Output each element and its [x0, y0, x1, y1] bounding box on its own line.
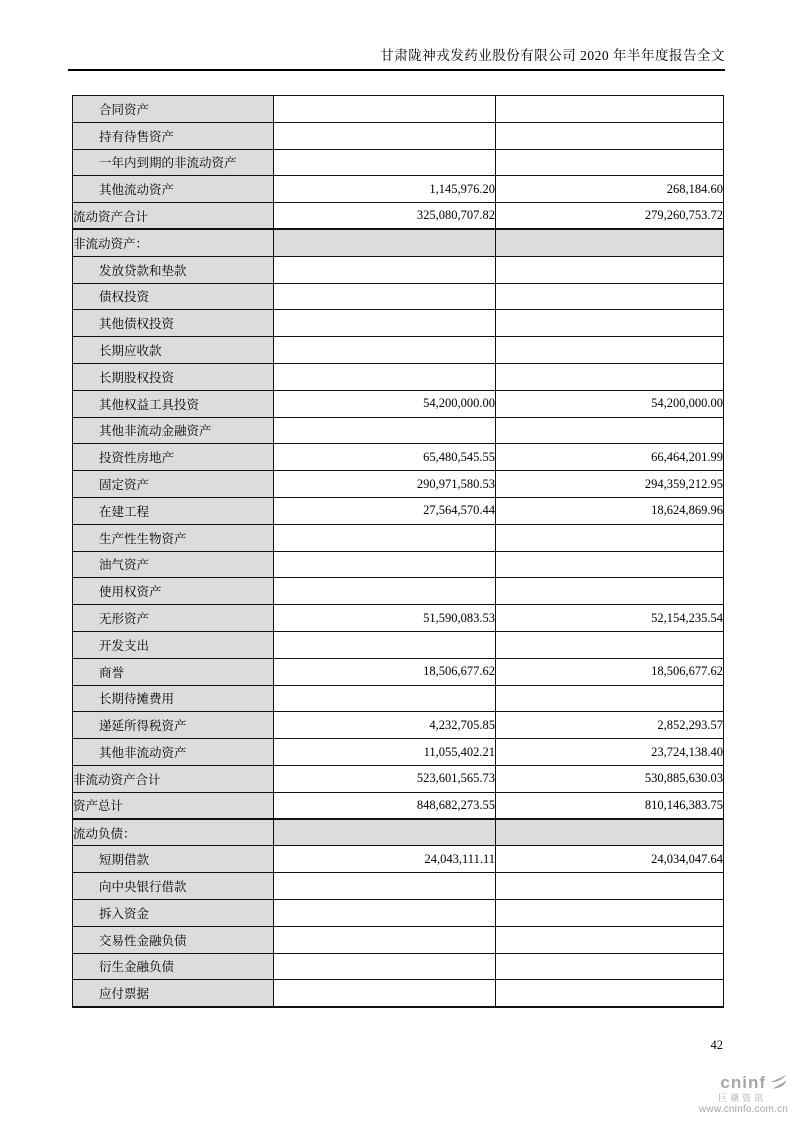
item-label-cell: 长期待摊费用 [73, 685, 274, 712]
cninfo-logo-top [678, 1072, 788, 1092]
value-cell-current-period: 27,564,570.44 [274, 497, 496, 524]
table-row [73, 122, 724, 149]
value-cell-prior-period: 18,624,869.96 [496, 497, 724, 524]
item-label-cell: 非流动资产： [73, 229, 274, 256]
item-label-cell: 交易性金融负债 [73, 926, 274, 953]
cninfo-swoosh-icon [768, 1072, 788, 1092]
value-cell-current-period [274, 256, 496, 283]
table-row [73, 363, 724, 390]
table-row [73, 873, 724, 900]
value-cell-prior-period [496, 363, 724, 390]
value-cell-prior-period [496, 417, 724, 444]
value-cell-prior-period: 54,200,000.00 [496, 390, 724, 417]
value-cell-prior-period [496, 256, 724, 283]
value-cell-prior-period [496, 980, 724, 1007]
page-number: 42 [710, 1038, 723, 1052]
value-cell-current-period: 4,232,705.85 [274, 712, 496, 739]
item-label-cell: 衍生金融负债 [73, 953, 274, 980]
table-row [73, 605, 724, 632]
value-cell-prior-period [496, 685, 724, 712]
value-cell-current-period [274, 953, 496, 980]
value-cell-prior-period: 810,146,383.75 [496, 792, 724, 819]
report-header-title: 甘肃陇神戎发药业股份有限公司 2020 年半年度报告全文 [380, 48, 725, 63]
value-cell-current-period [274, 578, 496, 605]
item-label-cell: 债权投资 [73, 283, 274, 310]
value-cell-prior-period [496, 149, 724, 176]
cninfo-logo [678, 1072, 788, 1115]
table-row [73, 819, 724, 846]
table-row [73, 96, 724, 123]
item-label-cell: 固定资产 [73, 471, 274, 498]
item-label-cell: 非流动资产合计 [73, 765, 274, 792]
value-cell-current-period: 848,682,273.55 [274, 792, 496, 819]
table-row [73, 444, 724, 471]
table-row [73, 739, 724, 766]
value-cell-current-period [274, 337, 496, 364]
item-label-cell: 使用权资产 [73, 578, 274, 605]
item-label-cell: 应付票据 [73, 980, 274, 1007]
value-cell-prior-period: 66,464,201.99 [496, 444, 724, 471]
value-cell-prior-period [496, 96, 724, 123]
table-row [73, 792, 724, 819]
table-row [73, 497, 724, 524]
balance-sheet-table [72, 95, 724, 1008]
value-cell-prior-period: 24,034,047.64 [496, 846, 724, 873]
item-label-cell: 开发支出 [73, 631, 274, 658]
item-label-cell: 投资性房地产 [73, 444, 274, 471]
item-label-cell: 生产性生物资产 [73, 524, 274, 551]
table-row [73, 926, 724, 953]
item-label-cell: 流动负债： [73, 819, 274, 846]
value-cell-prior-period [496, 926, 724, 953]
table-row [73, 256, 724, 283]
value-cell-current-period [274, 417, 496, 444]
value-cell-current-period [274, 283, 496, 310]
item-label-cell: 其他流动资产 [73, 176, 274, 203]
value-cell-prior-period [496, 953, 724, 980]
table-row [73, 310, 724, 337]
item-label-cell: 递延所得税资产 [73, 712, 274, 739]
value-cell-current-period [274, 363, 496, 390]
item-label-cell: 在建工程 [73, 497, 274, 524]
table-row [73, 283, 724, 310]
value-cell-current-period: 11,055,402.21 [274, 739, 496, 766]
value-cell-prior-period [496, 631, 724, 658]
item-label-cell: 持有待售资产 [73, 122, 274, 149]
value-cell-prior-period [496, 283, 724, 310]
item-label-cell: 其他非流动金融资产 [73, 417, 274, 444]
table-row [73, 417, 724, 444]
item-label-cell: 发放贷款和垫款 [73, 256, 274, 283]
item-label-cell: 商誉 [73, 658, 274, 685]
table-row [73, 712, 724, 739]
value-cell-current-period [274, 631, 496, 658]
table-row [73, 631, 724, 658]
value-cell-prior-period: 52,154,235.54 [496, 605, 724, 632]
value-cell-current-period [274, 685, 496, 712]
value-cell-prior-period [496, 229, 724, 256]
value-cell-prior-period [496, 310, 724, 337]
table-row [73, 765, 724, 792]
value-cell-current-period: 54,200,000.00 [274, 390, 496, 417]
value-cell-current-period [274, 149, 496, 176]
item-label-cell: 其他债权投资 [73, 310, 274, 337]
value-cell-current-period [274, 926, 496, 953]
cninfo-url: www.cninfo.com.cn [699, 1104, 788, 1115]
item-label-cell: 短期借款 [73, 846, 274, 873]
item-label-cell: 拆入资金 [73, 899, 274, 926]
value-cell-current-period: 24,043,111.11 [274, 846, 496, 873]
table-row [73, 176, 724, 203]
table-row [73, 390, 724, 417]
item-label-cell: 无形资产 [73, 605, 274, 632]
cninfo-brand-text: cninf [720, 1072, 766, 1092]
table-row [73, 685, 724, 712]
value-cell-prior-period [496, 524, 724, 551]
table-row [73, 203, 724, 230]
value-cell-prior-period: 2,852,293.57 [496, 712, 724, 739]
table-row [73, 471, 724, 498]
table-row [73, 846, 724, 873]
value-cell-prior-period [496, 819, 724, 846]
value-cell-current-period [274, 899, 496, 926]
item-label-cell: 向中央银行借款 [73, 873, 274, 900]
value-cell-current-period [274, 873, 496, 900]
value-cell-prior-period: 23,724,138.40 [496, 739, 724, 766]
value-cell-current-period: 51,590,083.53 [274, 605, 496, 632]
item-label-cell: 资产总计 [73, 792, 274, 819]
item-label-cell: 油气资产 [73, 551, 274, 578]
item-label-cell: 流动资产合计 [73, 203, 274, 230]
value-cell-current-period [274, 551, 496, 578]
table-row [73, 229, 724, 256]
value-cell-prior-period [496, 551, 724, 578]
table-row [73, 551, 724, 578]
balance-sheet-body [73, 96, 724, 1007]
table-row [73, 578, 724, 605]
value-cell-current-period: 523,601,565.73 [274, 765, 496, 792]
value-cell-current-period: 325,080,707.82 [274, 203, 496, 230]
item-label-cell: 合同资产 [73, 96, 274, 123]
item-label-cell: 其他非流动资产 [73, 739, 274, 766]
value-cell-prior-period: 268,184.60 [496, 176, 724, 203]
table-row [73, 980, 724, 1007]
table-row [73, 899, 724, 926]
table-row [73, 658, 724, 685]
item-label-cell: 长期股权投资 [73, 363, 274, 390]
table-row [73, 524, 724, 551]
value-cell-prior-period: 279,260,753.72 [496, 203, 724, 230]
value-cell-prior-period [496, 899, 724, 926]
value-cell-current-period [274, 310, 496, 337]
value-cell-current-period [274, 122, 496, 149]
page-header [68, 0, 725, 71]
value-cell-current-period: 290,971,580.53 [274, 471, 496, 498]
value-cell-current-period [274, 96, 496, 123]
value-cell-current-period: 65,480,545.55 [274, 444, 496, 471]
value-cell-prior-period: 530,885,630.03 [496, 765, 724, 792]
item-label-cell: 其他权益工具投资 [73, 390, 274, 417]
value-cell-prior-period: 18,506,677.62 [496, 658, 724, 685]
value-cell-current-period [274, 819, 496, 846]
value-cell-prior-period [496, 578, 724, 605]
value-cell-prior-period [496, 873, 724, 900]
value-cell-current-period: 1,145,976.20 [274, 176, 496, 203]
table-row [73, 149, 724, 176]
value-cell-current-period: 18,506,677.62 [274, 658, 496, 685]
value-cell-current-period [274, 524, 496, 551]
value-cell-prior-period: 294,359,212.95 [496, 471, 724, 498]
item-label-cell: 长期应收款 [73, 337, 274, 364]
value-cell-prior-period [496, 122, 724, 149]
table-row [73, 953, 724, 980]
value-cell-current-period [274, 980, 496, 1007]
table-row [73, 337, 724, 364]
item-label-cell: 一年内到期的非流动资产 [73, 149, 274, 176]
value-cell-prior-period [496, 337, 724, 364]
cninfo-chinese-name: 巨潮资讯 [717, 1093, 766, 1103]
value-cell-current-period [274, 229, 496, 256]
